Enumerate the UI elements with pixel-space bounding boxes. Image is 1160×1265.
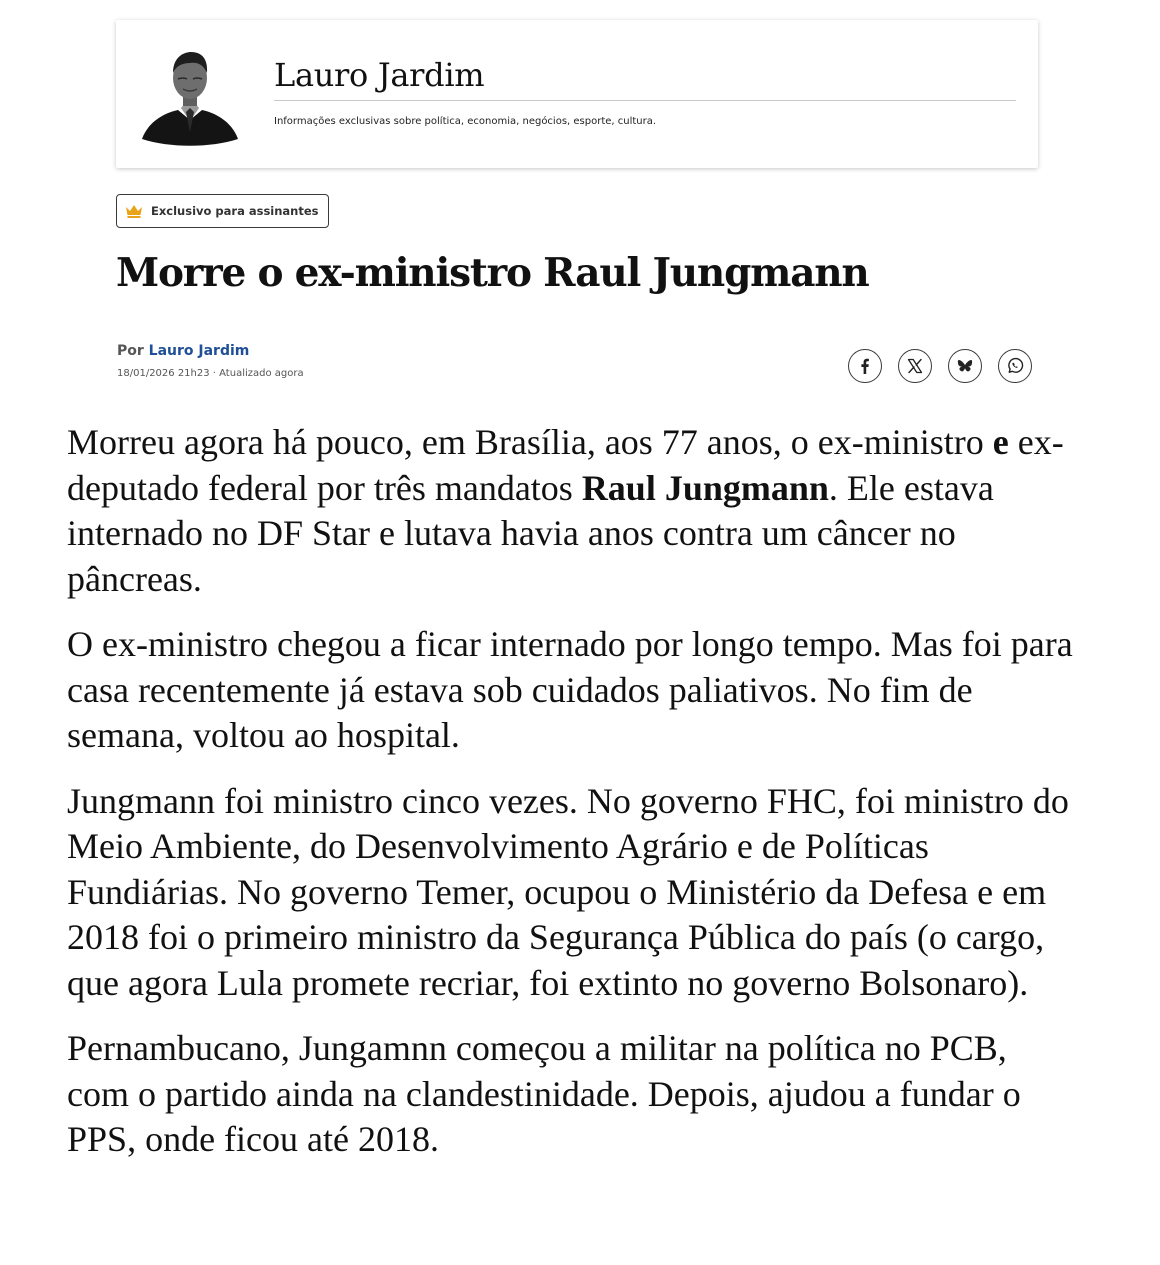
body-paragraph-1 (67, 420, 1077, 602)
bluesky-icon (956, 357, 974, 375)
publish-date: 18/01/2026 21h23 · Atualizado agora (117, 368, 304, 379)
header-divider (274, 100, 1016, 101)
crown-icon (125, 204, 143, 218)
body-paragraph-3: Jungmann foi ministro cinco vezes. No governo FHC, foi ministro do Meio Ambiente, do Desenvolvimento Agrário e de Políticas Fundiárias. No governo Temer, ocupou o Ministério da Defesa e em 2018 foi o primeiro ministro da Segurança Pública do país (o cargo, que agora Lula promete recriar, foi extinto no governo Bolsonaro). (67, 780, 1069, 1003)
x-icon (906, 357, 924, 375)
author-link[interactable]: Lauro Jardim (148, 343, 250, 359)
byline-prefix: Por (117, 343, 144, 359)
badge-label: Exclusivo para assinantes (151, 204, 319, 218)
body-paragraph-2: O ex-ministro chegou a ficar internado por longo tempo. Mas foi para casa recentemente já estava sob cuidados paliativos. No fim de semana, voltou ao hospital. (67, 624, 1073, 755)
columnist-avatar[interactable] (140, 42, 240, 146)
body-paragraph-4: Pernambucano, Jungamnn começou a militar na política no PCB, com o partido ainda na clandestinidade. Depois, ajudou a fundar o PPS, onde ficou até 2018. (67, 1028, 1021, 1159)
columnist-header (116, 20, 1038, 168)
p1-part-c: ex-deputado federal por três mandatos (67, 422, 1064, 508)
byline (117, 343, 249, 359)
article-headline: Morre o ex-ministro Raul Jungmann (116, 250, 869, 296)
exclusive-badge (116, 194, 329, 228)
columnist-description: Informações exclusivas sobre política, economia, negócios, esporte, cultura. (274, 116, 657, 127)
share-bluesky-button[interactable] (948, 349, 982, 383)
article-body (67, 420, 1077, 1183)
share-facebook-button[interactable] (848, 349, 882, 383)
whatsapp-icon (1006, 357, 1024, 375)
columnist-name[interactable]: Lauro Jardim (274, 56, 485, 94)
p1-part-a: Morreu agora há pouco, em Brasília, aos 77 anos, o ex-ministro (67, 422, 993, 462)
share-x-button[interactable] (898, 349, 932, 383)
p1-bold-e: e (992, 422, 1009, 462)
p1-part-e: . Ele estava internado no DF Star e lutava havia anos contra um câncer no pâncreas. (67, 467, 994, 599)
share-whatsapp-button[interactable] (998, 349, 1032, 383)
facebook-icon (856, 357, 874, 375)
p1-bold-name: Raul Jungmann (581, 467, 829, 508)
share-bar (848, 349, 1032, 383)
